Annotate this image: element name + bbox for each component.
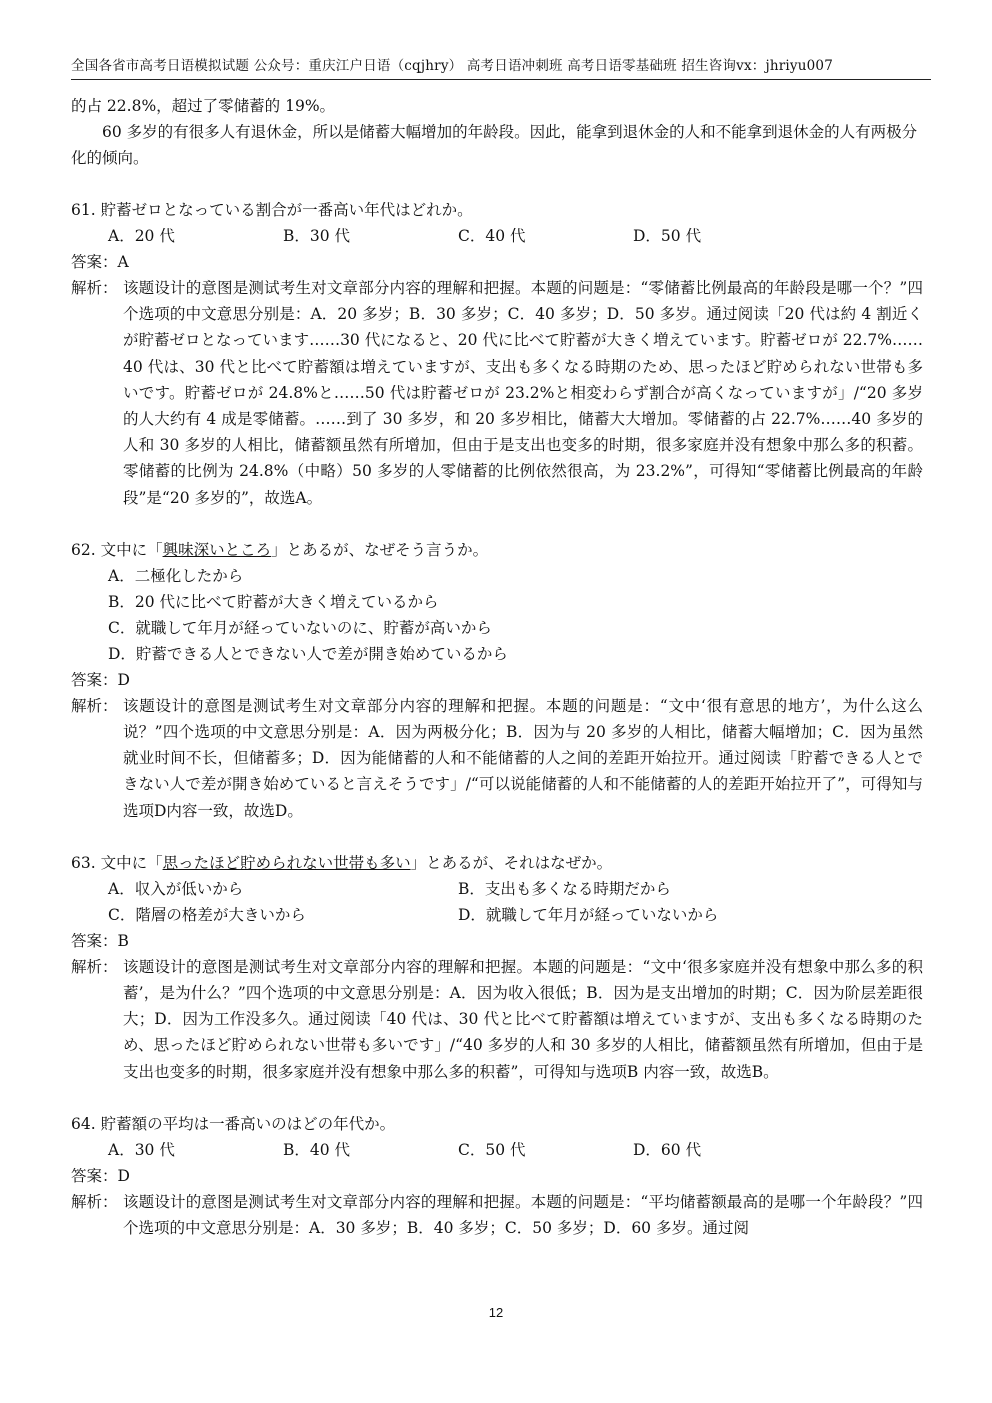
option-c: C．40 代 [458,227,526,245]
option-c: C．50 代 [458,1140,526,1159]
intro-paragraph: 60 多岁的有很多人有退休金，所以是储蓄大幅增加的年龄段。因此，能拿到退休金的人和不能拿到退休金的人有两极分化的倾向。 [71,123,918,167]
explanation-text: 该题设计的意图是测试考生对文章部分内容的理解和把握。本题的问题是：“零储蓄比例最高的年龄段是哪一个？”四个选项的中文意思分别是：A．20 多岁；B．30 多岁；C．40 多岁；D．50 多岁。通过阅读「20 代は約 4 割近くが貯蓄ゼロとなっています……30 代になると、20 代に比べて貯蓄が大きく増えています。貯蓄ゼロが 22.7%……40 代は、30 代と比べて貯蓄額は増えていますが、支出も多くなる時期のため、思ったほど貯められない世帯も多いです。貯蓄ゼロが 24.8%と……50 代は貯蓄ゼロが 23.2%と相変わらず割合が高くなっていますが」/“20 多岁的人大约有 4 成是零储蓄。……到了 30 多岁，和 20 多岁相比，储蓄大大增加。零储蓄的占 22.7%……40 多岁的人和 30 多岁的人相比，储蓄额虽然有所增加，但由于是支出也变多的时期，很多家庭并没有想象中那么多的积蓄。零储蓄的比例为 24.8%（中略）50 多岁的人零储蓄的比例依然很高，为 23.2%”，可得知“零储蓄比例最高的年龄段”是“20 多岁的”，故选A。 [123,279,923,507]
question-64-answer: 答案：D [71,1166,130,1185]
question-63-options [71,876,923,928]
stem-prefix: 62. 文中に「 [71,540,163,559]
option-d: D．貯蓄できる人とできない人で差が開き始めているから [108,644,508,663]
stem-prefix: 63. 文中に「 [71,853,163,872]
option-d: D．就職して年月が経っていないから [458,905,719,924]
option-b: B．20 代に比べて貯蓄が大きく増えているから [108,592,439,611]
option-d: D．60 代 [633,1140,702,1159]
question-62-explanation [71,693,923,824]
question-61-options [71,223,923,249]
question-63-answer: 答案：B [71,931,129,950]
question-62-stem [71,537,923,563]
question-63-stem [71,850,923,876]
question-61-answer: 答案：A [71,253,129,271]
document-body [71,93,923,1241]
option-c: C．階層の格差が大きいから [108,905,306,924]
explanation-text: 该题设计的意图是测试考生对文章部分内容的理解和把握。本题的问题是：“平均储蓄额最高的是哪一个年龄段？”四个选项的中文意思分别是：A．30 多岁；B．40 多岁；C．50 多岁；D．60 多岁。通过阅 [123,1192,923,1238]
explanation-label: 解析： [71,1192,118,1211]
option-a: A．二極化したから [108,566,244,585]
question-62-answer: 答案：D [71,670,130,689]
option-b: B．支出も多くなる時期だから [458,879,671,898]
question-64-stem: 64. 貯蓄額の平均は一番高いのはどの年代か。 [71,1114,396,1133]
explanation-text: 该题设计的意图是测试考生对文章部分内容的理解和把握。本题的问题是：“文中‘很有意思的地方’，为什么这么说？”四个选项的中文意思分别是：A．因为两极分化；B．因为与 20 多岁的人相比，储蓄大幅增加；C．因为虽然就业时间不长，但储蓄多；D．因为能储蓄的人和不能储蓄的人之间的差距开始拉开。通过阅读「貯蓄できる人とできない人で差が開き始めていると言えそうです」/“可以说能储蓄的人和不能储蓄的人的差距开始拉开了”，可得知与选项D内容一致，故选D。 [123,696,923,820]
page-header: 全国各省市高考日语模拟试题 公众号：重庆江户日语（cqjhry） 高考日语冲刺班 高考日语零基础班 招生咨询vx：jhriyu007 [71,54,931,80]
option-b: B．30 代 [283,227,351,245]
page-number: 12 [488,1305,504,1320]
question-63-explanation [71,954,923,1085]
underlined-phrase: 興味深いところ [162,540,272,559]
question-64-options [71,1137,923,1163]
explanation-text: 该题设计的意图是测试考生对文章部分内容的理解和把握。本题的问题是：“文中‘很多家庭并没有想象中那么多的积蓄’，是为什么？”四个选项的中文意思分别是：A．因为收入很低；B．因为是支出增加的时期；C．因为阶层差距很大；D．因为工作没多久。通过阅读「40 代は、30 代と比べて貯蓄額は増えていますが、支出も多くなる時期のため、思ったほど貯められない世帯も多いです」/“40 多岁的人和 30 多岁的人相比，储蓄额虽然有所增加，但由于是支出也变多的时期，很多家庭并没有想象中那么多的积蓄”，可得知与选项B 内容一致，故选B。 [123,957,923,1081]
stem-suffix: 」とあるが、それはなぜか。 [410,853,613,872]
question-64-explanation [71,1189,923,1241]
question-62-options [71,563,923,667]
stem-suffix: 」とあるが、なぜそう言うか。 [271,540,489,559]
explanation-label: 解析： [71,279,118,297]
option-a: A．30 代 [108,1140,175,1159]
explanation-label: 解析： [71,696,118,715]
question-61-explanation [71,275,923,511]
option-a: A．20 代 [108,227,175,245]
option-b: B．40 代 [283,1140,351,1159]
option-d: D．50 代 [633,227,702,245]
explanation-label: 解析： [71,957,118,976]
option-a: A．収入が低いから [108,879,244,898]
underlined-phrase: 思ったほど貯められない世帯も多い [162,853,411,872]
option-c: C．就職して年月が経っていないのに、貯蓄が高いから [108,618,492,637]
question-61-stem: 61. 貯蓄ゼロとなっている割合が一番高い年代はどれか。 [71,201,473,219]
intro-line: 的占 22.8%，超过了零储蓄的 19%。 [71,97,336,115]
